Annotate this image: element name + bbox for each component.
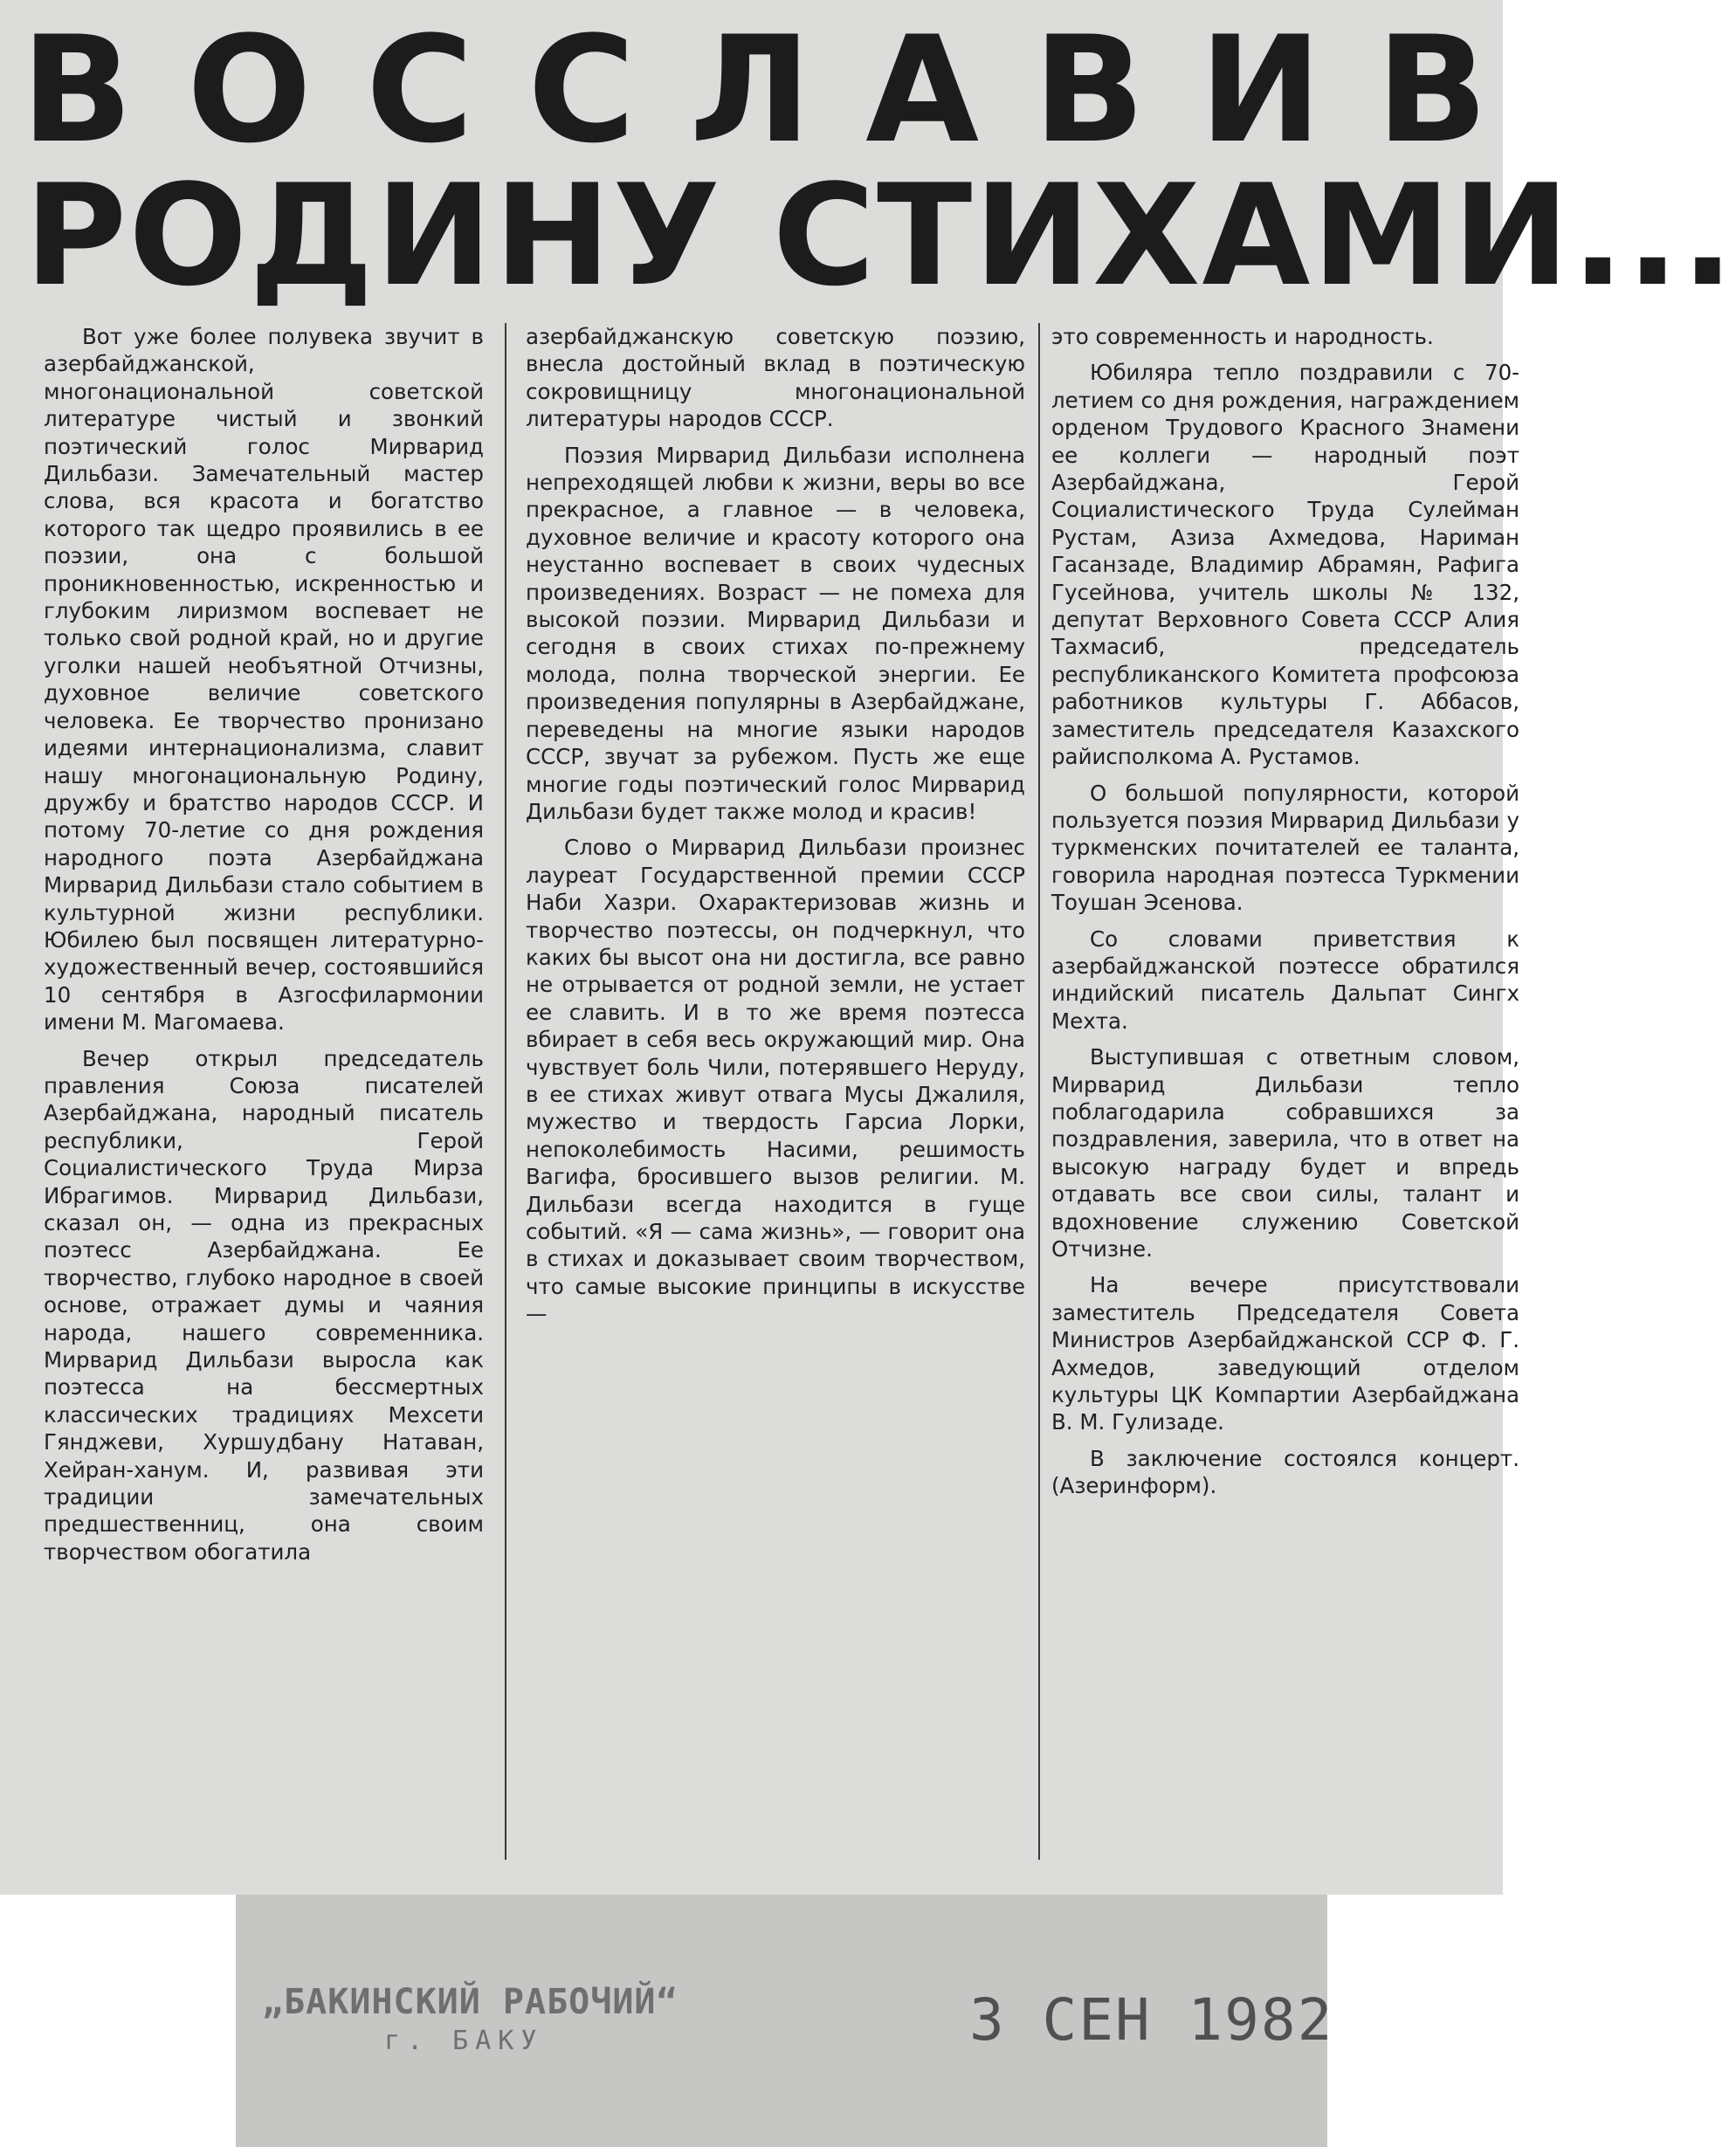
paragraph: Вечер открыл председатель правления Союза писателей Азербайджана, народный писатель республики, Герой Социалистического Труда Мирза Ибрагимов. Мирварид Дильбази, сказал он, — одна из прекрасных поэтесс Азербайджана. Ее творчество, глубоко народное в своей основе, отражает думы и чаяния народа, нашего современника. Мирварид Дильбази выросла как поэтесса на бессмертных классических традициях Мехсети Гянджеви, Хуршудбану Натаван, Хейран-ханум. И, развивая эти традиции замечательных предшественниц, она своим творчеством обогатила (44, 1045, 484, 1565)
paragraph: Вот уже более полувека звучит в азербайджанской, многонациональной советской литературе чистый и звонкий поэтический голос Мирварид Дильбази. Замечательный мастер слова, вся красота и богатство которого так щедро проявились в ее поэзии, она с большой проникновенностью, искренностью и глубоким лиризмом воспевает не только свой родной край, но и другие уголки нашей необъятной Отчизны, духовное величие советского человека. Ее творчество пронизано идеями интернационализма, славит нашу многонациональную Родину, дружбу и братство народов СССР. И потому 70-летие со дня рождения народного поэта Азербайджана Мирварид Дильбази стало событием в культурной жизни республики. Юбилею был посвящен литературно-художественный вечер, состоявшийся 10 сентября в Азгосфилармонии имени М. Магомаева. (44, 324, 484, 1036)
paragraph: это современность и народность. (1051, 324, 1434, 349)
headline-letter: И (1199, 4, 1322, 175)
paragraph: В заключение состоялся концерт. (Азеринформ). (1051, 1445, 1519, 1499)
headline-letter: С (365, 4, 474, 175)
paragraph: Юбиляра тепло поздравили с 70-летием со дня рождения, награждением орденом Трудового Красного Знамени ее коллеги — народный поэт Азербайджана, Герой Социалистического Труда Сулейман Рустам, Азиза Ахмедова, Нариман Гасанзаде, Владимир Абрамян, Рафига Гусейнова, учитель школы № 132, депутат Верховного Совета СССР Алия Тахмасиб, председатель республиканского Комитета профсоюза работников культуры Г. Аббасов, заместитель председателя Казахского райисполкома А. Рустамов. (1051, 360, 1519, 770)
paragraph: Выступившая с ответным словом, Мирварид Дильбази тепло поблагодарила собравшихся за поздравления, заверила, что в ответ на высокую награду будет и впредь отдавать все свои силы, талант и вдохновение служению Советской Отчизне. (1051, 1044, 1519, 1262)
article-body (44, 323, 1519, 1877)
headline-line-1 (21, 4, 1488, 175)
newspaper-stamp: „БАКИНСКИЙ РАБОЧИЙ“ (262, 1982, 679, 2022)
article-column-1 (44, 323, 484, 1868)
column-divider (1038, 323, 1040, 1860)
article-column-3 (1051, 323, 1519, 1868)
paragraph: Поэзия Мирварид Дильбази исполнена непреходящей любви к жизни, веры во все прекрасное, а главное — в человека, духовное величие и красоту которого она неустанно воспевает в своих чудесных произведениях. Возраст — не помеха для высокой поэзии. Мирварид Дильбази и сегодня в своих стихах по-прежнему молода, полна творческой энергии. Ее произведения популярны в Азербайджане, переведены на многие языки народов СССР, звучат за рубежом. Пусть же еще многие годы поэтический голос Мирварид Дильбази будет также молод и красив! (526, 442, 1025, 824)
headline-letter: С (527, 4, 636, 175)
date-stamp: 3 СЕН 1982 (969, 1986, 1334, 2054)
headline-letter: О (187, 4, 312, 175)
headline-letter: Л (689, 4, 812, 175)
headline-letter: А (865, 4, 980, 175)
headline-letter: В (1375, 4, 1488, 175)
column-divider (505, 323, 506, 1860)
headline-letter: В (1033, 4, 1146, 175)
paragraph: Со словами приветствия к азербайджанской поэтессе обратился индийский писатель Дальпат Сингх Мехта. (1051, 926, 1519, 1034)
paragraph: Слово о Мирварид Дильбази произнес лауреат Государственной премии СССР Наби Хазри. Охарактеризовав жизнь и творчество поэтессы, он подчеркнул, что каких бы высот она ни достигла, все равно не отрывается от родной земли, не устает ее славить. И в то же время поэтесса вбирает в себя весь окружающий мир. Она чувствует боль Чили, потерявшего Неруду, в ее стихах живут отвага Мусы Джалиля, мужество и твердость Гарсиа Лорки, непоколебимость Насими, решимость Вагифа, бросившего вызов религии. М. Дильбази всегда находится в гуще событий. «Я — сама жизнь», — говорит она в стихах и доказывает своим творчеством, что самые высокие принципы в искусстве — (526, 835, 1025, 1327)
headline-line-2: РОДИНУ СТИХАМИ... (24, 154, 1736, 317)
headline-letter: В (21, 4, 134, 175)
city-stamp: г. БАКУ (384, 2026, 544, 2056)
article-column-2 (526, 323, 1025, 1868)
paragraph: азербайджанскую советскую поэзию, внесла достойный вклад в поэтическую сокровищницу многонациональной литературы народов СССР. (526, 324, 1025, 432)
paragraph: На вечере присутствовали заместитель Председателя Совета Министров Азербайджанской ССР Ф. Г. Ахмедов, заведующий отделом культуры ЦК Компартии Азербайджана В. М. Гулизаде. (1051, 1272, 1519, 1435)
paragraph: О большой популярности, которой пользуется поэзия Мирварид Дильбази у туркменских почитателей ее таланта, говорила народная поэтесса Туркмении Тоушан Эсенова. (1051, 780, 1519, 916)
